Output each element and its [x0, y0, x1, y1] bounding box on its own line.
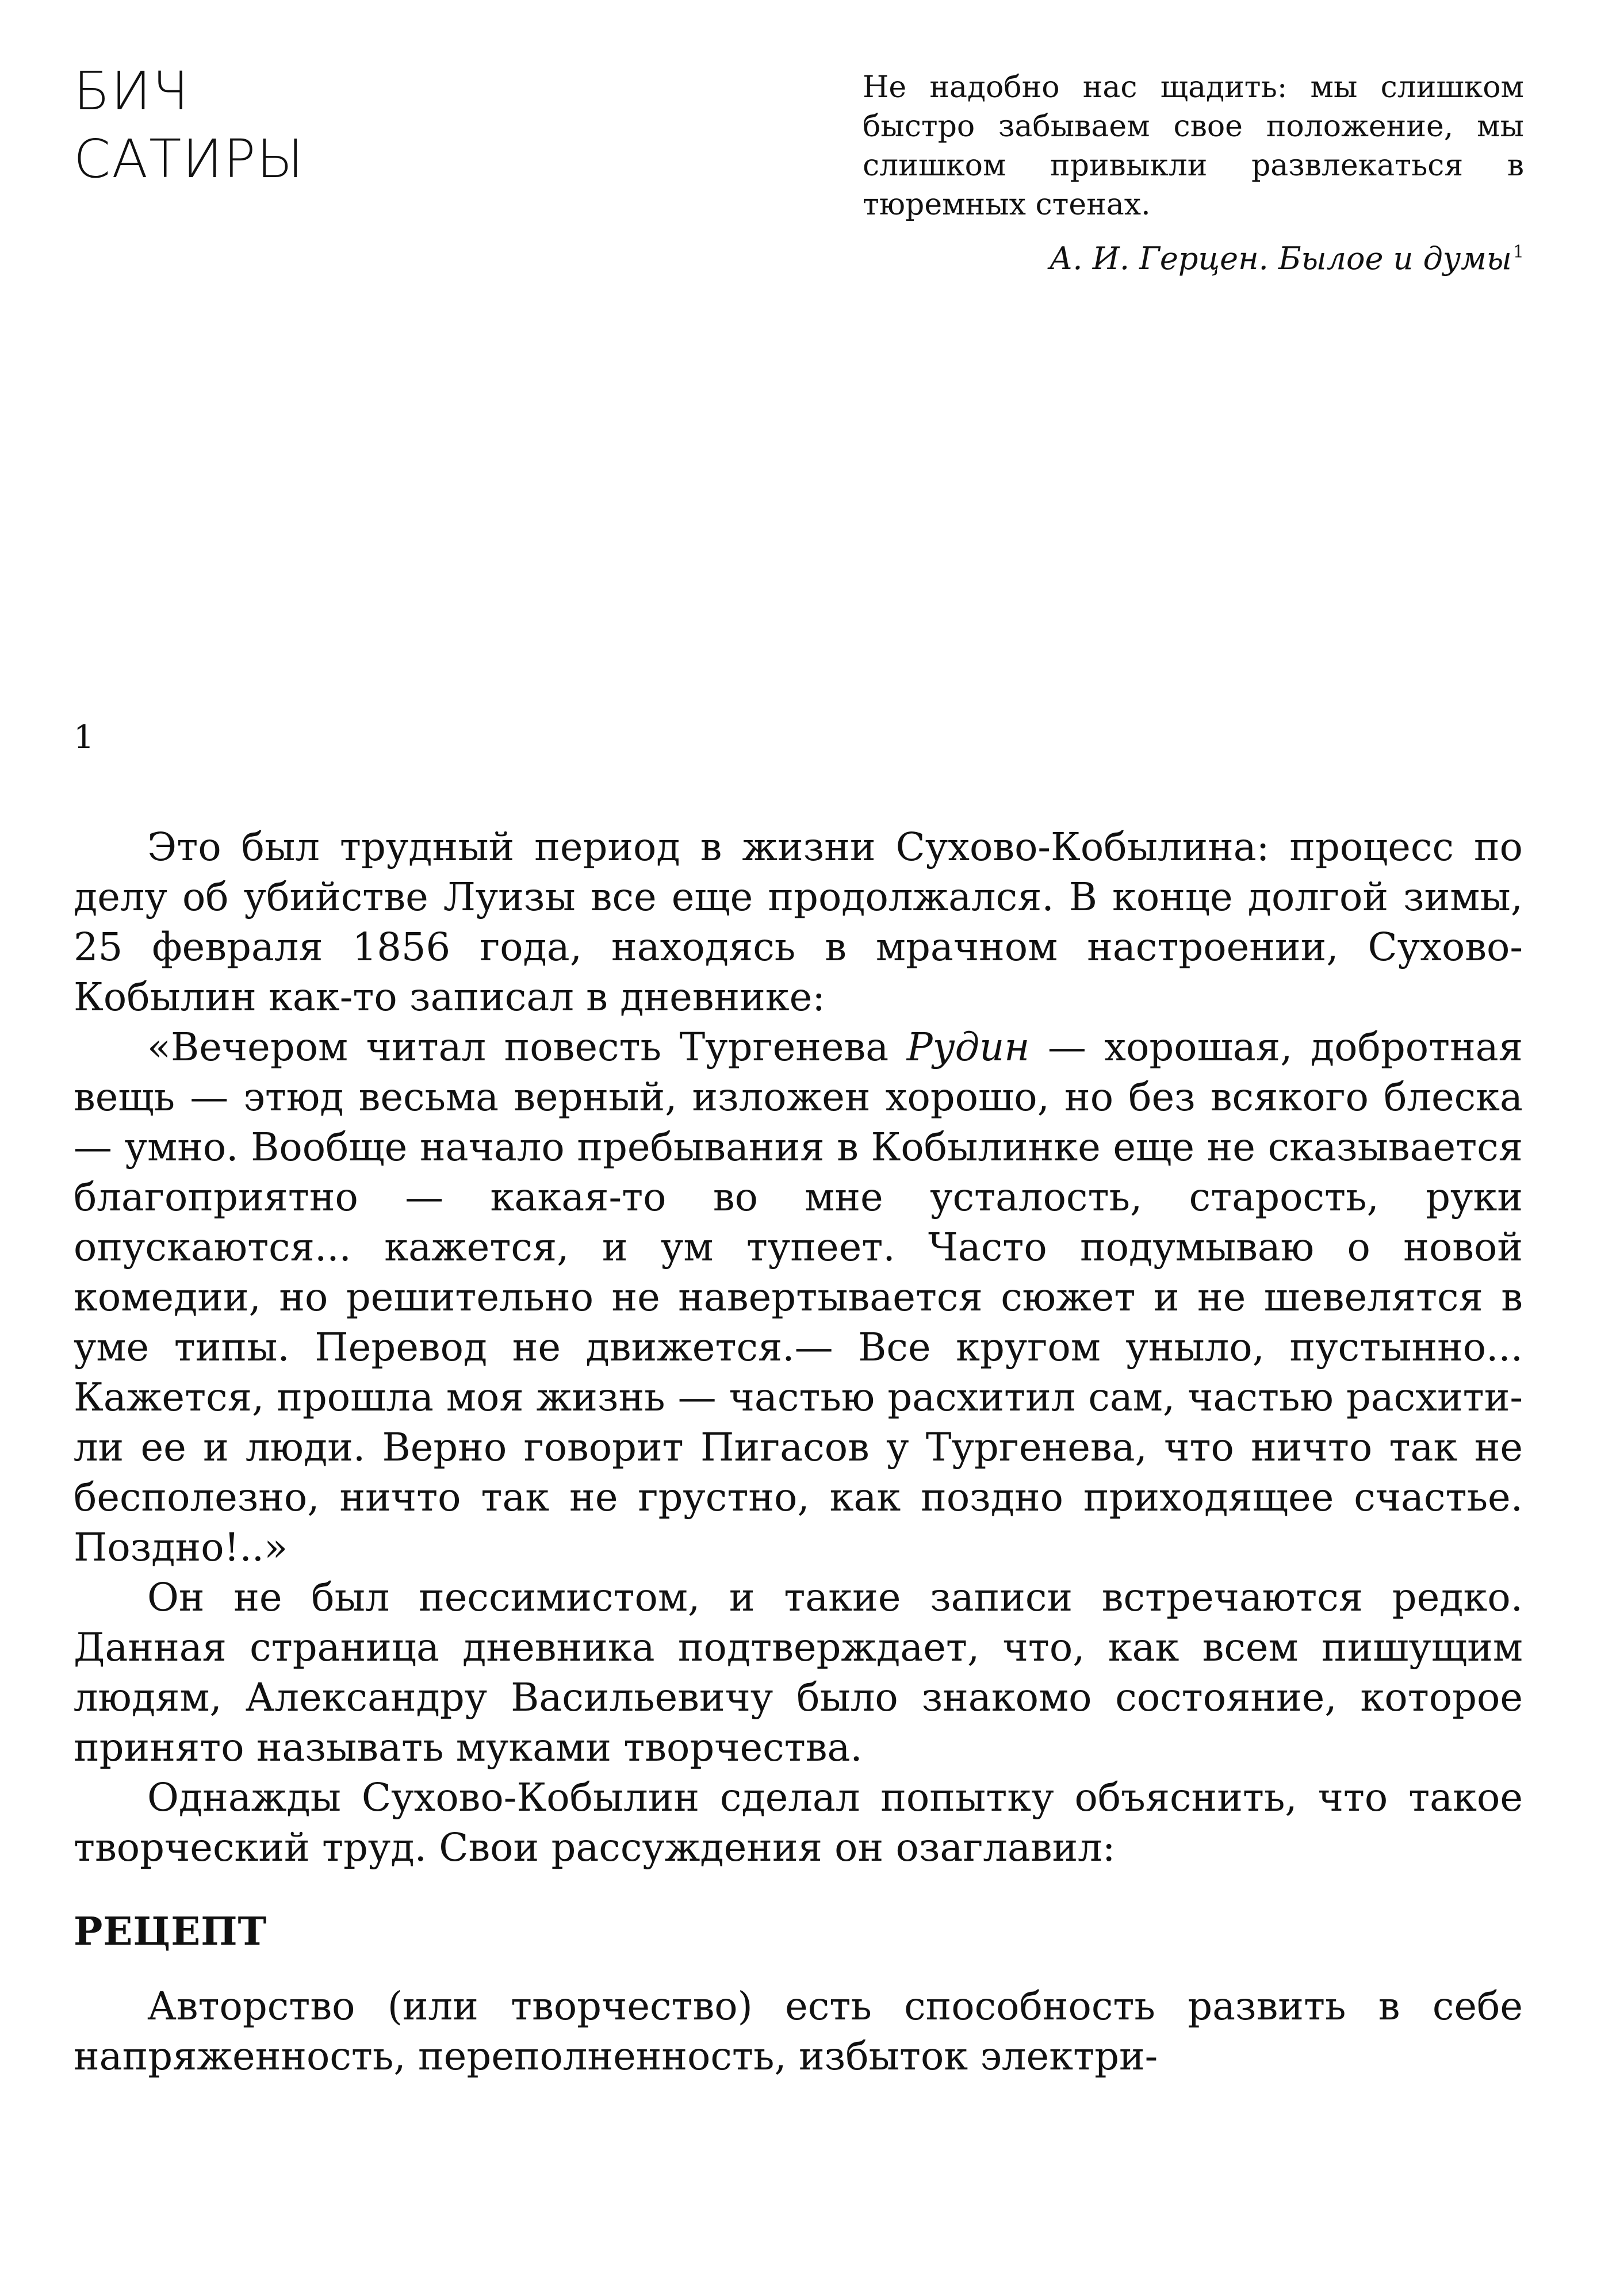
epigraph [863, 68, 1524, 279]
epigraph-source-text: А. И. Герцен. Былое и думы [1049, 240, 1512, 277]
epigraph-source [863, 232, 1524, 279]
novel-title-rudin: Рудин [906, 1025, 1030, 1070]
paragraph-4: Однажды Сухово-Кобылин сделал попытку объяснить, что такое творческий труд. Свои рассуждения он озаглавил: [74, 1775, 1523, 1870]
chapter-title-line-1: БИЧ [74, 60, 190, 122]
recipe-heading: РЕЦЕПТ [74, 1908, 267, 1954]
paragraph-2-diary-quote [74, 1022, 1523, 1573]
paragraph-1: Это был трудный период в жизни Сухово-Кобылина: процесс по делу об убийстве Луизы все еще продолжался. В конце долгой зимы, 25 февраля 1856 года, находясь в мрачном настроении, Сухово-Кобылин как-то записал в дневнике: [74, 825, 1523, 1019]
footnote-mark: 1 [1512, 242, 1524, 262]
paragraph-5: Авторство (или творчество) есть способность развить в себе напряженность, переполненность, избыток электри- [74, 1984, 1523, 2079]
chapter-title-line-2: САТИРЫ [74, 128, 305, 190]
chapter-title [74, 58, 304, 193]
body-text [74, 822, 1523, 2082]
diary-quote-rest: — хорошая, добротная вещь — этюд весьма верный, изложен хорошо, но без всякого блеска — умно. Вообще начало пребывания в Кобылинке еще не сказывается благоприятно — какая-то во мне усталость, старость, руки опускаются... кажется, и ум тупеет. Часто подумываю о новой комедии, но решительно не навертывается сюжет и не шевелятся в уме типы. Перевод не движется.— Все кругом уныло, пустынно... Кажется, прошла моя жизнь — частью расхитил сам, частью расхитили ее и люди. Верно говорит Пигасов у Тургенева, что ничто так не бесполезно, ничто так не грустно, как поздно приходящее счастье. Поздно!..» [74, 1025, 1523, 1570]
epigraph-text: Не надобно нас щадить: мы слишком быстро забываем свое положение, мы слишком привыкли развлекаться в тюремных стенах. [863, 70, 1524, 222]
paragraph-3: Он не был пессимистом, и такие записи встречаются редко. Данная страница дневника подтверждает, что, как всем пишущим людям, Александру Васильевичу было знакомо состояние, которое принято называть муками творчества. [74, 1575, 1523, 1770]
diary-quote-start: «Вечером читал повесть Тургенева [147, 1025, 907, 1070]
section-number: 1 [74, 719, 94, 756]
